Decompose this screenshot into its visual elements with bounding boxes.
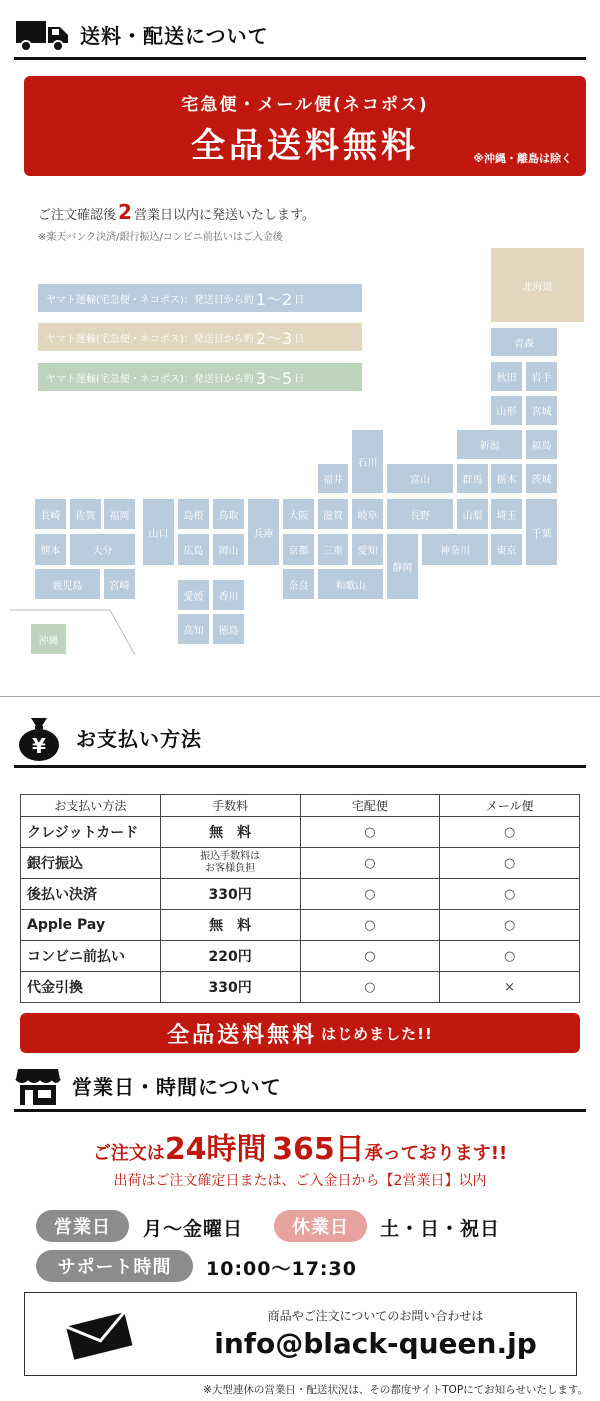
col-header-takuhai: 宅配便 [300, 795, 440, 817]
payment-section-header [14, 710, 586, 768]
fee-cell: 220円 [160, 941, 300, 972]
pref-ibaraki: 茨城 [526, 464, 557, 493]
pref-shimane: 島根 [178, 499, 209, 529]
pref-tokushima: 徳島 [213, 614, 244, 644]
lead-time-suffix: 営業日以内に発送いたします。 [133, 208, 315, 223]
order-availability-line [0, 1124, 600, 1168]
method-cell: 銀行振込 [21, 848, 161, 879]
pref-osaka: 大阪 [283, 499, 314, 529]
support-hours-value: 10:00〜17:30 [206, 1258, 357, 1280]
pref-fukushima: 福島 [526, 430, 557, 459]
envelope-icon [59, 1309, 139, 1361]
holiday-badge: 休業日 [274, 1210, 367, 1242]
shipping-lead-time [38, 200, 315, 224]
pref-aomori: 青森 [491, 328, 557, 356]
pref-toyama: 富山 [387, 464, 453, 493]
pref-kagawa: 香川 [213, 580, 244, 610]
table-row [21, 879, 580, 910]
mail-cell: ○ [440, 848, 580, 879]
takuhai-cell: ○ [300, 910, 440, 941]
pref-okayama: 岡山 [213, 534, 244, 565]
legend-text: ヤマト運輸(宅急便・ネコポス)：発送日から約 [46, 333, 254, 345]
shop-icon [14, 1065, 62, 1107]
pref-iwate: 岩手 [526, 362, 557, 391]
order-365d: 365日 [272, 1132, 365, 1167]
pref-kumamoto: 熊本 [35, 534, 66, 565]
pref-oita: 大分 [70, 534, 135, 565]
banner-main-text: 全品送料無料 [191, 126, 419, 166]
pref-miyagi: 宮城 [526, 396, 557, 425]
fee-cell: 無 料 [160, 817, 300, 848]
pref-saga: 佐賀 [70, 499, 101, 529]
table-row [21, 848, 580, 879]
business-hours-title: 営業日・時間について [72, 1075, 282, 1099]
order-prefix: ご注文は [92, 1143, 165, 1164]
pref-yamaguchi: 山口 [143, 499, 174, 565]
takuhai-cell: ○ [300, 941, 440, 972]
pref-kanagawa: 神奈川 [422, 534, 488, 565]
lead-time-prefix: ご注文確認後 [38, 208, 117, 223]
legend-days: 2〜3 [255, 328, 293, 348]
order-suffix: 承っております!! [364, 1143, 508, 1164]
pref-gifu: 岐阜 [352, 499, 383, 529]
pref-aichi: 愛知 [352, 534, 383, 565]
pref-nagasaki: 長崎 [35, 499, 66, 529]
method-cell: 後払い決済 [21, 879, 161, 910]
takuhai-cell: ○ [300, 817, 440, 848]
legend-tier-3 [38, 363, 362, 391]
pref-tottori: 鳥取 [213, 499, 244, 529]
legend-tier-2 [38, 323, 362, 351]
legend-unit: 日 [294, 294, 305, 306]
col-header-mail: メール便 [440, 795, 580, 817]
pref-ehime: 愛媛 [178, 580, 209, 610]
contact-email-link[interactable]: info@black-queen.jp [214, 1327, 537, 1360]
free-shipping-start-banner [20, 1013, 580, 1053]
legend-text: ヤマト運輸(宅急便・ネコポス)：発送日から約 [46, 373, 254, 385]
mail-cell: ○ [440, 910, 580, 941]
holiday-value: 土・日・祝日 [380, 1218, 501, 1240]
banner-exclusion-note: ※沖縄・離島は除く [473, 152, 572, 165]
pref-tochigi: 栃木 [491, 464, 522, 493]
shipping-title: 送料・配送について [80, 24, 269, 48]
business-hours-section-header [14, 1062, 586, 1112]
pref-akita: 秋田 [491, 362, 522, 391]
pref-shiga: 滋賀 [318, 499, 348, 529]
mail-cell: ○ [440, 941, 580, 972]
pref-kagoshima: 鹿児島 [35, 569, 100, 599]
col-header-fee: 手数料 [160, 795, 300, 817]
pref-fukui: 福井 [318, 464, 348, 493]
mail-cell: ○ [440, 817, 580, 848]
svg-text:¥: ¥ [32, 733, 46, 758]
pref-kyoto: 京都 [283, 534, 314, 565]
pref-yamanashi: 山梨 [457, 499, 488, 529]
legend-unit: 日 [294, 333, 305, 345]
fee-cell: 330円 [160, 972, 300, 1003]
fee-cell: 330円 [160, 879, 300, 910]
contact-prompt: 商品やご注文についてのお問い合わせは [267, 1309, 484, 1323]
pref-ishikawa: 石川 [352, 430, 383, 493]
pref-tokyo: 東京 [491, 534, 522, 565]
shipping-deadline-line: 出荷はご注文確定日または、ご入金日から【2営業日】以内 [113, 1173, 487, 1189]
method-cell: Apple Pay [21, 910, 161, 941]
col-header-method: お支払い方法 [21, 795, 161, 817]
method-cell: コンビニ前払い [21, 941, 161, 972]
banner-subtitle: 宅急便・メール便(ネコポス) [181, 95, 429, 115]
lead-time-days: 2 [118, 200, 132, 224]
support-hours-badge: サポート時間 [36, 1250, 193, 1282]
pref-wakayama: 和歌山 [318, 569, 383, 599]
start-banner-sub: はじめました!! [321, 1024, 433, 1043]
contact-box [24, 1292, 577, 1376]
business-day-badge: 営業日 [36, 1210, 129, 1242]
pref-hiroshima: 広島 [178, 534, 209, 565]
pref-niigata: 新潟 [457, 430, 522, 459]
legend-text: ヤマト運輸(宅急便・ネコポス)：発送日から約 [46, 294, 254, 306]
pref-gunma: 群馬 [457, 464, 488, 493]
pref-shizuoka: 静岡 [387, 534, 418, 599]
method-cell: クレジットカード [21, 817, 161, 848]
pref-fukuoka: 福岡 [104, 499, 135, 529]
legend-tier-1 [38, 284, 362, 312]
pref-chiba: 千葉 [526, 499, 557, 565]
payment-timing-note: ※楽天バンク決済/銀行振込/コンビニ前払いはご入金後 [38, 232, 283, 243]
fee-cell: 無 料 [160, 910, 300, 941]
takuhai-cell: ○ [300, 848, 440, 879]
mail-cell: × [440, 972, 580, 1003]
order-24h: 24時間 [164, 1132, 267, 1167]
legend-days: 3〜5 [255, 368, 293, 388]
section-divider [0, 696, 600, 697]
shipping-section-header [14, 12, 586, 60]
okinawa-separator-line [10, 600, 140, 660]
pref-okinawa: 沖縄 [31, 624, 66, 654]
pref-nagano: 長野 [387, 499, 453, 529]
pref-kochi: 高知 [178, 614, 209, 644]
business-day-value: 月〜金曜日 [143, 1218, 244, 1240]
pref-hyogo: 兵庫 [248, 499, 279, 565]
payment-title: お支払い方法 [76, 727, 202, 751]
takuhai-cell: ○ [300, 879, 440, 910]
pref-nara: 奈良 [283, 569, 314, 599]
payment-methods-table [20, 794, 580, 1003]
money-bag-icon [14, 714, 64, 762]
table-row [21, 972, 580, 1003]
pref-mie: 三重 [318, 534, 348, 565]
holiday-notice: ※大型連休の営業日・配送状況は、その都度サイトTOPにてお知らせいたします。 [203, 1384, 588, 1396]
pref-hokkaido: 北海道 [491, 248, 584, 322]
pref-saitama: 埼玉 [491, 499, 522, 529]
takuhai-cell: ○ [300, 972, 440, 1003]
pref-miyazaki: 宮崎 [104, 569, 135, 599]
method-cell: 代金引換 [21, 972, 161, 1003]
legend-days: 1〜2 [255, 289, 293, 309]
free-shipping-banner [24, 76, 586, 176]
fee-cell: 振込手数料は お客様負担 [160, 848, 300, 879]
start-banner-main: 全品送料無料 [167, 1022, 318, 1048]
table-row [21, 941, 580, 972]
table-header-row [21, 795, 580, 817]
table-row [21, 817, 580, 848]
table-row [21, 910, 580, 941]
legend-unit: 日 [294, 373, 305, 385]
mail-cell: ○ [440, 879, 580, 910]
truck-icon [14, 17, 70, 53]
pref-yamagata: 山形 [491, 396, 522, 425]
